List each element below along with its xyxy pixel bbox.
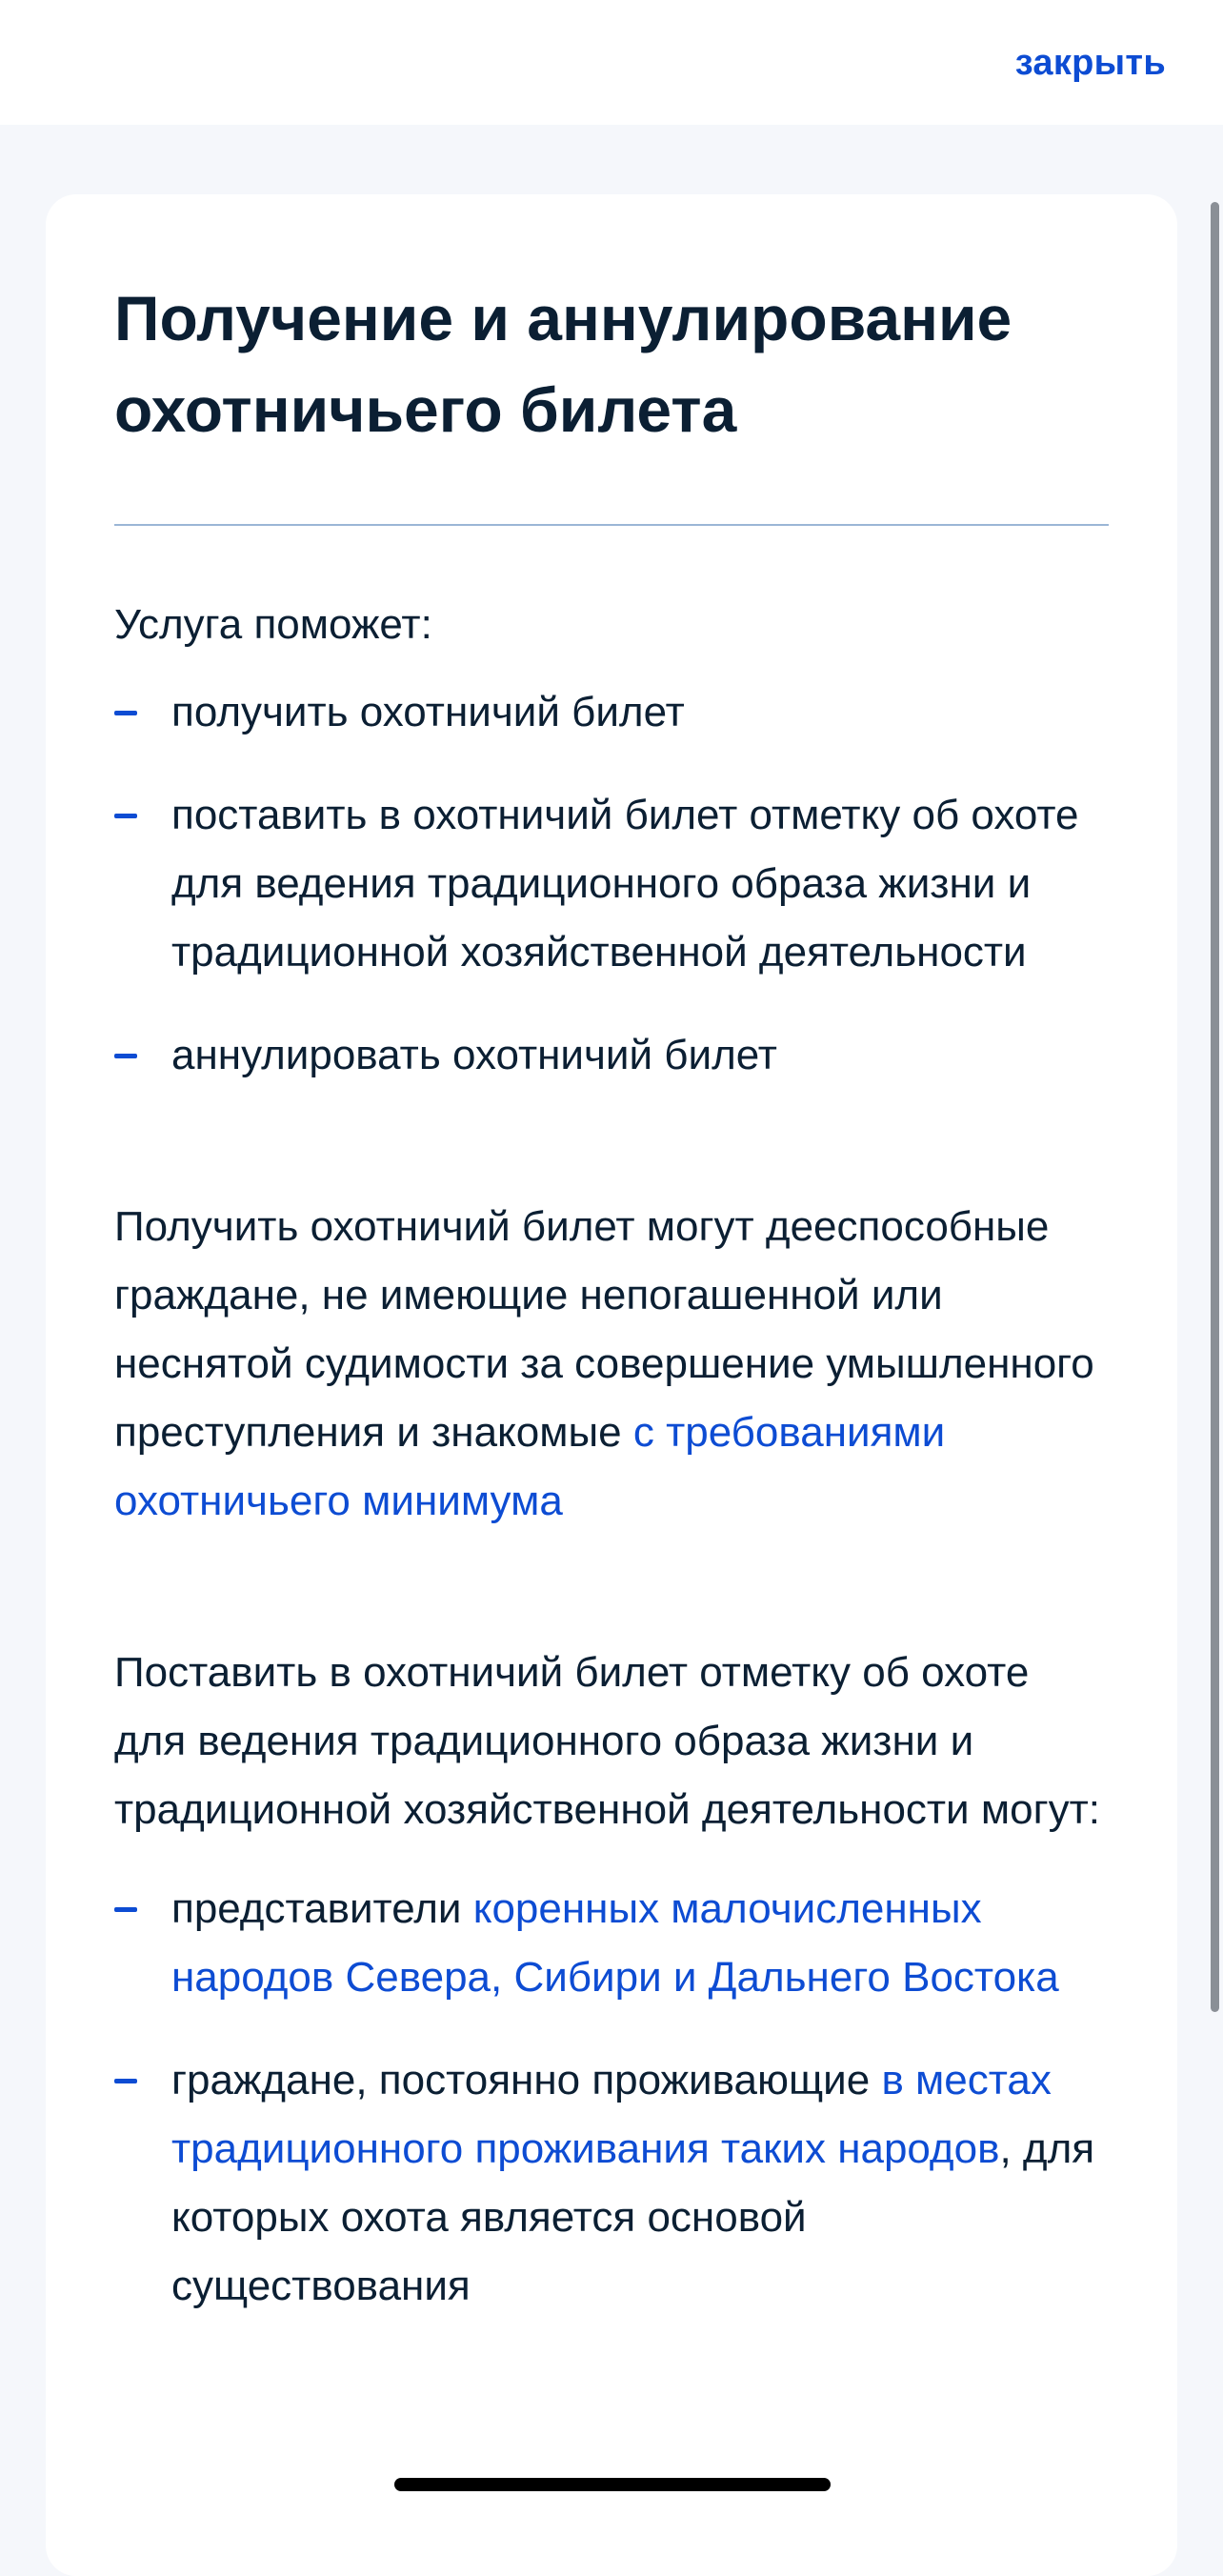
dash-bullet-icon: [114, 1907, 137, 1912]
services-list: [114, 678, 1109, 1090]
list-item-text: поставить в охотничий билет отметку об охоте для ведения традиционного образа жизни и традиционной хозяйственной деятельности: [171, 792, 1079, 976]
list-item-text: , для которых охота является основой существования: [171, 2125, 1095, 2309]
traditional-residence-link[interactable]: в местах традиционного проживания таких народов: [171, 2057, 1052, 2172]
list-item-text: получить охотничий билет: [171, 689, 685, 735]
list-item-text: представители: [171, 1885, 473, 1932]
intro-text: Услуга поможет:: [114, 601, 432, 648]
info-card: [46, 194, 1177, 2576]
paragraph-text: Получить охотничий билет могут дееспособные граждане, не имеющие непогашенной или неснятой судимости за совершение умышленного преступления и знакомые: [114, 1203, 1094, 1456]
list-item: [114, 1021, 1109, 1090]
traditional-hunting-paragraph: Поставить в охотничий билет отметку об охоте для ведения традиционного образа жизни и традиционной хозяйственной деятельности могут:: [114, 1649, 1101, 1833]
indigenous-peoples-link[interactable]: коренных малочисленных народов Севера, Сибири и Дальнего Востока: [171, 1885, 1059, 2001]
eligibility-paragraph: [114, 1193, 1109, 1536]
page-title: Получение и аннулирование охотничьего билета: [114, 283, 1012, 445]
eligible-list: [114, 1875, 1109, 2321]
dash-bullet-icon: [114, 2079, 137, 2083]
scrollbar[interactable]: [1211, 202, 1219, 2012]
dash-bullet-icon: [114, 1054, 137, 1058]
dash-bullet-icon: [114, 814, 137, 818]
list-item: [114, 678, 1109, 747]
dash-bullet-icon: [114, 711, 137, 715]
list-item-text: аннулировать охотничий билет: [171, 1032, 777, 1078]
title-divider: [114, 524, 1109, 526]
list-item: [114, 781, 1109, 987]
hunting-minimum-link[interactable]: с требованиями охотничьего минимума: [114, 1409, 946, 1524]
list-item: [114, 1875, 1109, 2012]
top-bar: [0, 0, 1223, 125]
list-item: [114, 2046, 1109, 2321]
list-item-text: граждане, постоянно проживающие: [171, 2057, 882, 2103]
close-link[interactable]: закрыть: [1014, 43, 1166, 83]
home-indicator: [394, 2478, 831, 2491]
